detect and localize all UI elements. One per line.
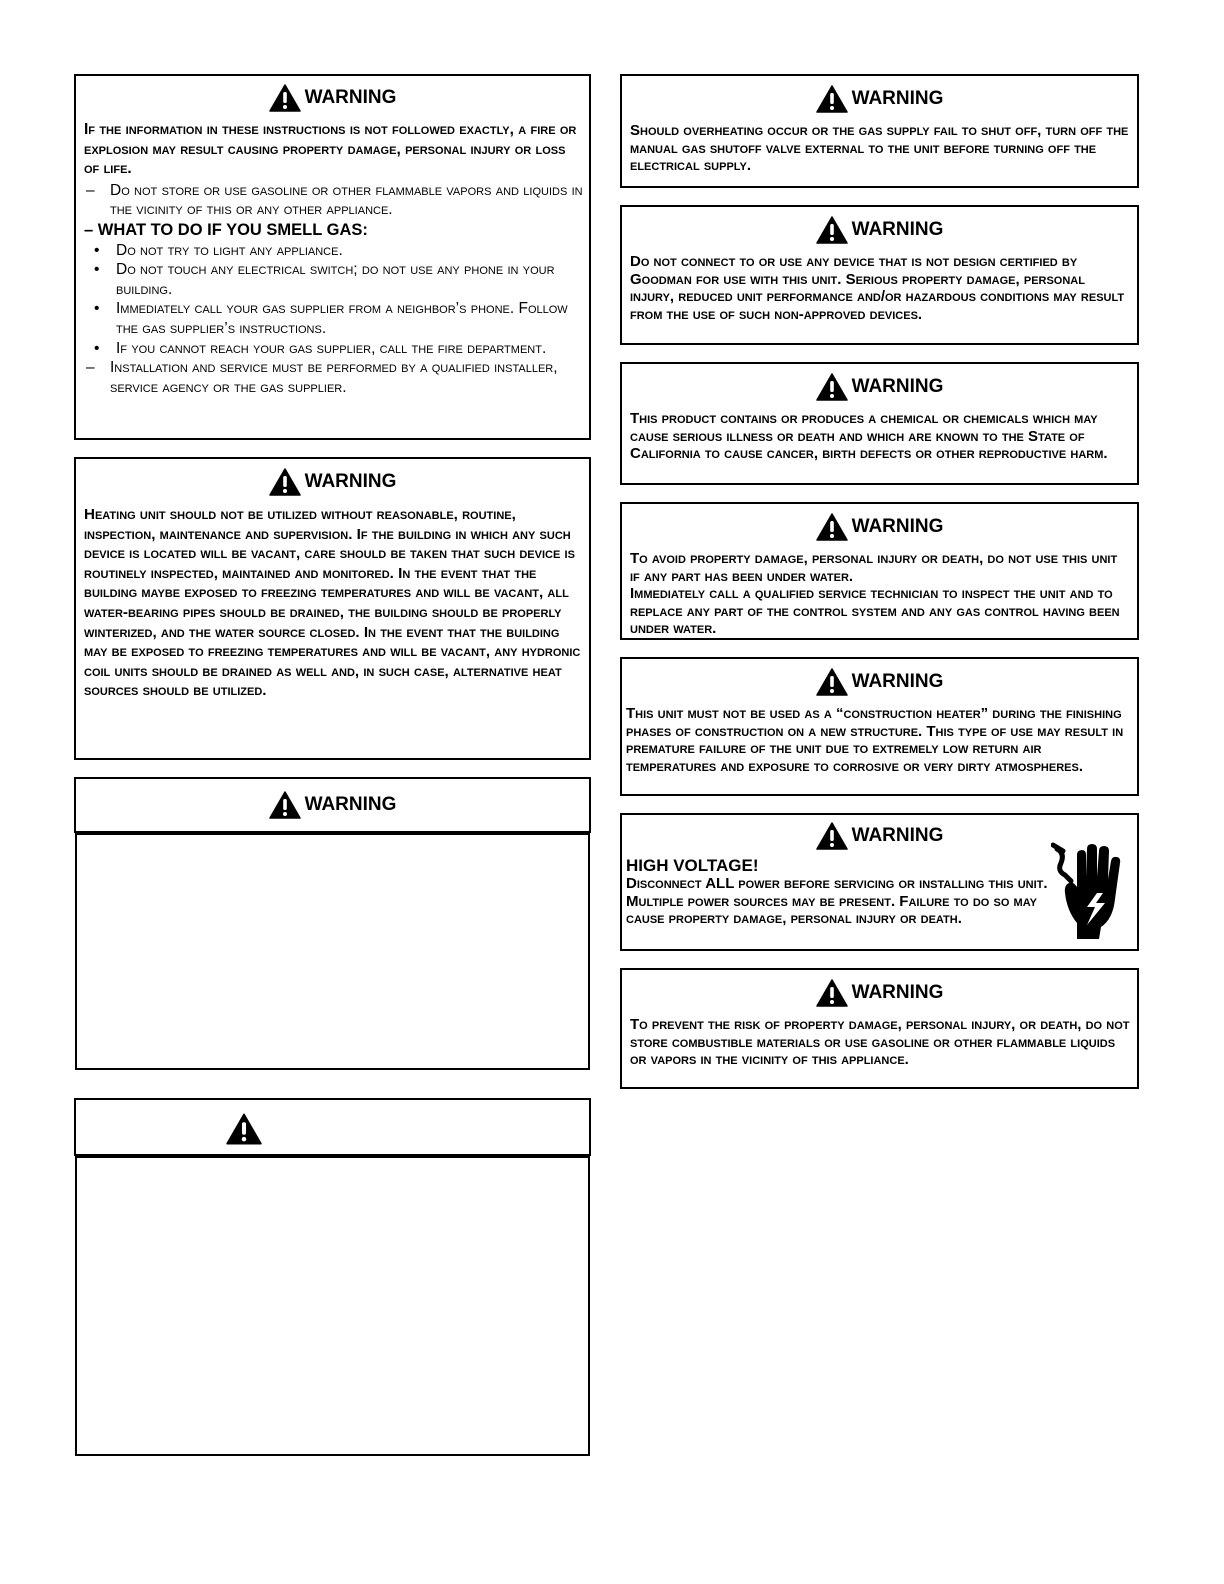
warning-label: WARNING [851, 825, 944, 846]
warning-box-empty-header [74, 777, 591, 833]
warning-label: WARNING [304, 794, 397, 815]
warning-header [76, 459, 589, 505]
list-item: • Do not touch any electrical switch; do not use any phone in your building. [94, 261, 555, 298]
list-item: • If you cannot reach your gas supplier, call the fire department. [94, 339, 547, 357]
warning-triangle-icon [269, 84, 301, 112]
smell-gas-heading: – WHAT TO DO IF YOU SMELL GAS: [84, 220, 368, 239]
warning-header [622, 970, 1137, 1016]
warning-box-combustible-materials [620, 968, 1139, 1089]
california-text: This product contains or produces a chemical or chemicals which may cause serious illness or death and which are known to the State of California to cause cancer, birth defects or other reproductive harm. [630, 410, 1108, 462]
warning-header [622, 207, 1137, 253]
supervision-text: Heating unit should not be utilized without reasonable, routine, inspection, maintenance and supervision. If the building in which any such device is located will be vacant, care should be taken that such device is routinely inspected, maintained and monitored. In the event that the building maybe exposed to freezing temperatures and will be vacant, all water-bearing pipes should be drained, the building should be properly winterized, and the water source closed. In the event that the building may be exposed to freezing temperatures and will be vacant, any hydronic coil units should be drained as well and, in such case, alternative heat sources should be utilized. [84, 506, 581, 700]
warning-box-non-approved-devices [620, 205, 1139, 345]
combustible-materials-text: To prevent the risk of property damage, personal injury, or death, do not store combustible materials or use gasoline or other flammable liquids or vapors in the vicinity of this appliance. [630, 1016, 1130, 1068]
warning-label: WARNING [851, 376, 944, 397]
warning-label: WARNING [304, 87, 397, 108]
gas-safety-intro: If the information in these instructions is not followed exactly, a fire or explosion may result causing property damage, personal injury or loss of life. [84, 121, 577, 178]
warning-triangle-icon [269, 468, 301, 496]
warning-header [622, 76, 1137, 122]
warning-triangle-icon [226, 1113, 262, 1145]
overheating-text: Should overheating occur or the gas supply fail to shut off, turn off the manual gas shutoff valve external to the unit before turning off the electrical supply. [630, 122, 1129, 174]
warning-header [76, 779, 589, 831]
warning-triangle-icon [816, 373, 848, 401]
warning-label: WARNING [851, 982, 944, 1003]
high-voltage-text: Disconnect ALL power before servicing or installing this unit. Multiple power sources may be present. Failure to do so may cause property damage, personal injury or death. [626, 875, 1048, 927]
under-water-text-2: Immediately call a qualified service technician to inspect the unit and to replace any part of the control system and any gas control having been under water. [630, 585, 1120, 637]
warning-triangle-icon [816, 513, 848, 541]
warning-box-icon-body [75, 1156, 590, 1456]
warning-label: WARNING [851, 671, 944, 692]
warning-triangle-icon [816, 822, 848, 850]
warning-triangle-icon [816, 216, 848, 244]
list-item: • Do not try to light any appliance. [94, 241, 343, 259]
construction-heater-text: This unit must not be used as a “construction heater” during the finishing phases of construction on a new structure. This type of use may result in premature failure of the unit due to extremely low return air temperatures and exposure to corrosive or very dirty atmospheres. [626, 705, 1124, 775]
warning-header [76, 76, 589, 120]
list-item: • Immediately call your gas supplier from a neighbor’s phone. Follow the gas supplier’s instructions. [94, 300, 568, 337]
non-approved-devices-text: Do not connect to or use any device that is not design certified by Goodman for use with this unit. Serious property damage, personal injury, reduced unit performance and/or hazardous conditions may result from the use of such non-approved devices. [630, 253, 1125, 323]
warning-header [622, 504, 1137, 550]
warning-header [622, 659, 1137, 705]
electric-shock-hand-icon [1051, 841, 1129, 941]
warning-box-icon-header [74, 1098, 591, 1156]
warning-box-high-voltage [620, 813, 1139, 951]
warning-box-supervision [74, 457, 591, 760]
warning-label: WARNING [851, 88, 944, 109]
warning-box-california [620, 362, 1139, 485]
gas-safety-text [76, 120, 589, 397]
warning-box-overheating [620, 74, 1139, 188]
warning-triangle-icon [816, 979, 848, 1007]
warning-box-gas-safety [74, 74, 591, 440]
warning-triangle-icon [269, 791, 301, 819]
warning-box-empty-body [75, 833, 590, 1070]
warning-label: WARNING [304, 471, 397, 492]
warning-triangle-icon [816, 668, 848, 696]
warning-label: WARNING [851, 219, 944, 240]
high-voltage-title: HIGH VOLTAGE! [626, 856, 759, 875]
warning-label: WARNING [851, 516, 944, 537]
warning-triangle-icon [816, 85, 848, 113]
warning-box-under-water [620, 502, 1139, 640]
warning-header [622, 364, 1137, 410]
list-item: – Installation and service must be performed by a qualified installer, service agency or the gas supplier. [86, 359, 558, 396]
list-item: – Do not store or use gasoline or other flammable vapors and liquids in the vicinity of this or any other appliance. [86, 181, 583, 219]
under-water-text: To avoid property damage, personal injury or death, do not use this unit if any part has been under water. [630, 550, 1118, 585]
warning-box-construction-heater [620, 657, 1139, 796]
